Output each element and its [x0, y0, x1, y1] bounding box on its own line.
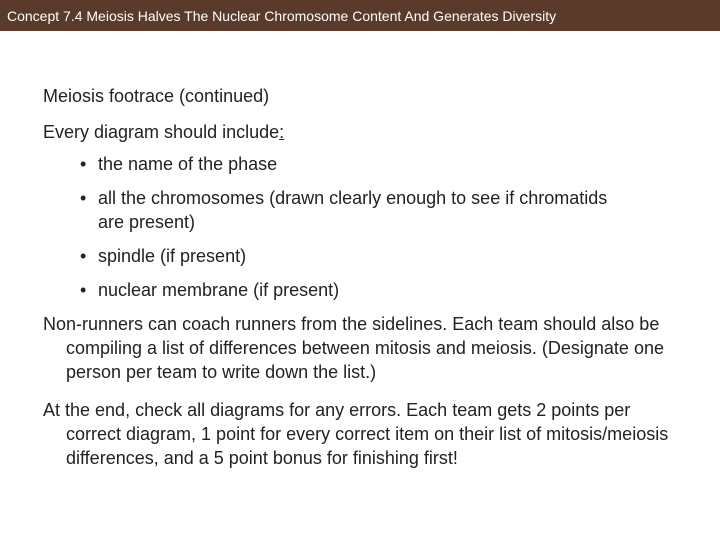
list-item	[80, 278, 618, 302]
coaching-paragraph: Non-runners can coach runners from the sidelines. Each team should also be compiling a list of differences between mitosis and meiosis. (Designate one person per team to write down the list.)	[43, 314, 664, 382]
list-item-text: spindle (if present)	[98, 246, 247, 266]
list-item-text: the name of the phase	[98, 154, 278, 174]
bullet-icon: •	[80, 280, 87, 300]
intro-line	[43, 120, 683, 144]
subtitle: Meiosis footrace (continued)	[43, 86, 270, 106]
scoring-paragraph: At the end, check all diagrams for any errors. Each team gets 2 points per correct diagram, 1 point for every correct item on their list of mitosis/meiosis differences, and a 5 point bonus for finishing first!	[43, 400, 669, 468]
bullet-icon: •	[80, 154, 87, 174]
slide-body	[43, 84, 683, 484]
list-item-text: nuclear membrane (if present)	[98, 280, 340, 300]
intro-colon: :	[279, 122, 285, 142]
list-item	[80, 244, 618, 268]
list-item	[80, 186, 618, 234]
bullet-icon: •	[80, 188, 87, 208]
slide-title: Concept 7.4 Meiosis Halves The Nuclear Chromosome Content And Generates Diversity	[7, 8, 557, 24]
list-item-text: all the chromosomes (drawn clearly enough to see if chromatids are present)	[98, 188, 608, 232]
requirements-list	[43, 152, 683, 302]
list-item	[80, 152, 618, 176]
title-bar	[0, 0, 720, 31]
bullet-icon: •	[80, 246, 87, 266]
intro-text: Every diagram should include	[43, 122, 280, 142]
